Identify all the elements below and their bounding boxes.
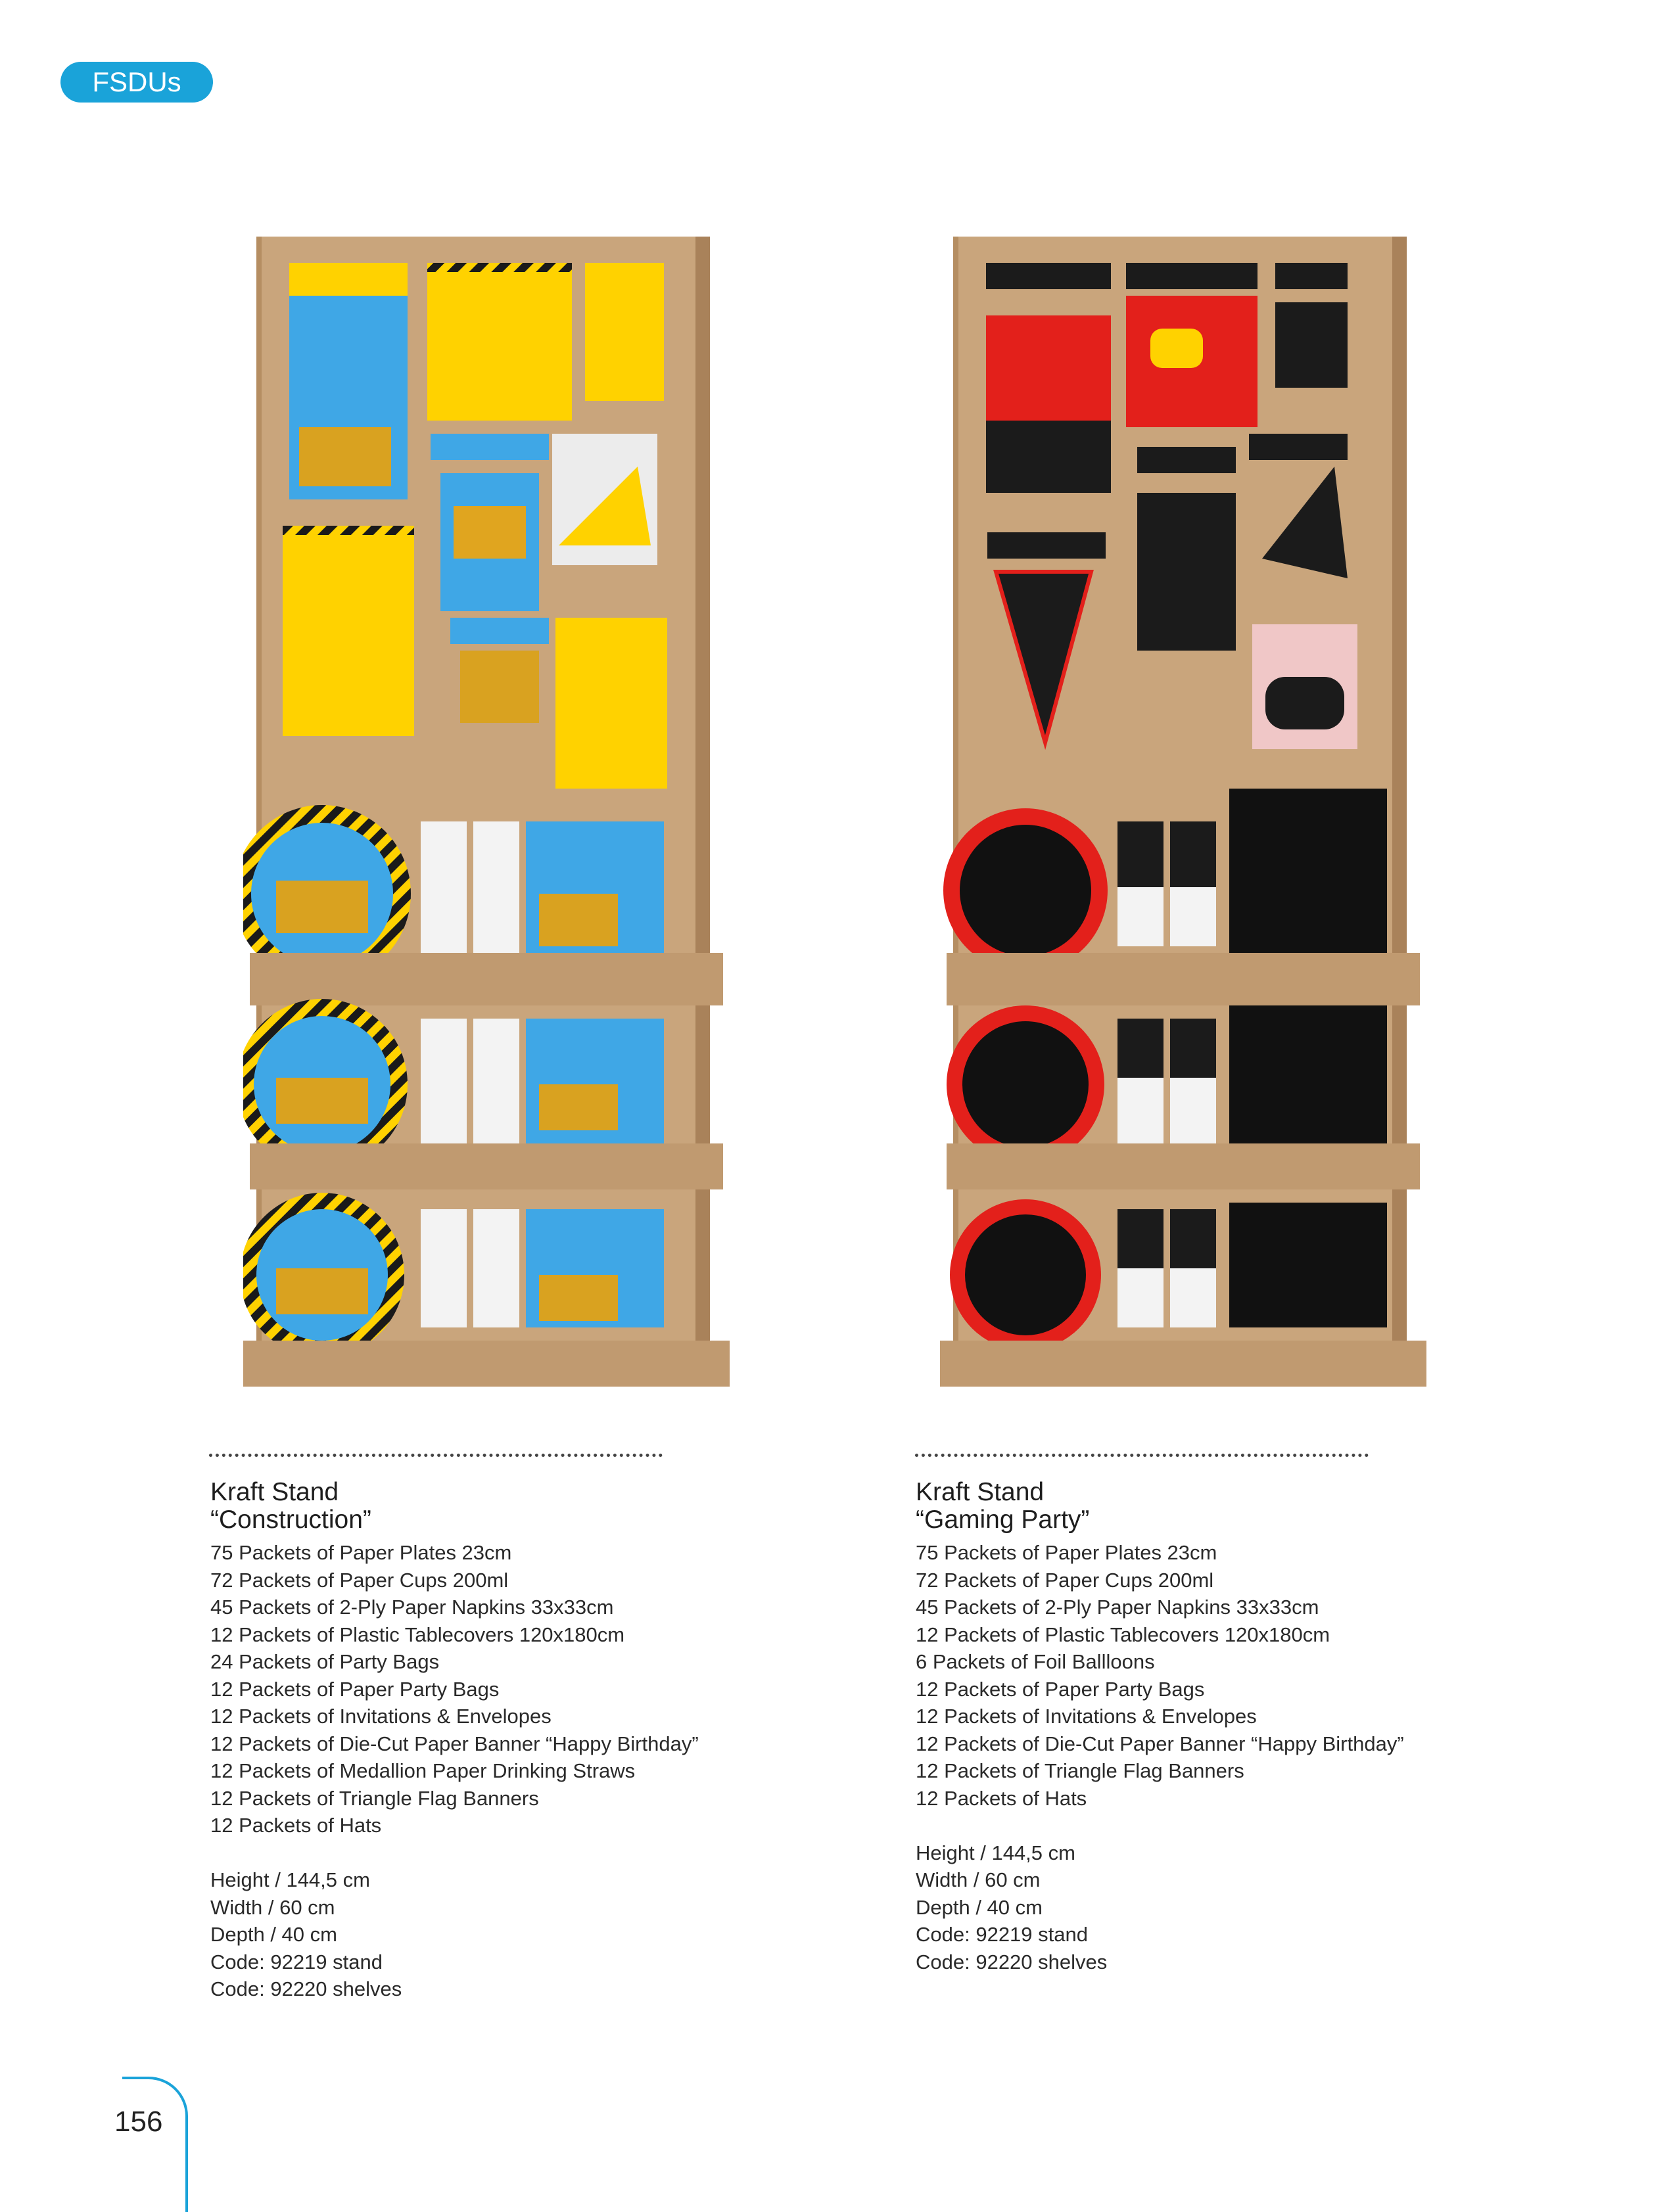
separator-left xyxy=(209,1454,663,1457)
spec-item: Height / 144,5 cm xyxy=(916,1841,1075,1864)
list-item: 45 Packets of 2-Ply Paper Napkins 33x33cm xyxy=(916,1596,1319,1619)
construction-title: Kraft Stand “Construction” xyxy=(210,1478,371,1534)
list-item: 72 Packets of Paper Cups 200ml xyxy=(210,1568,509,1592)
spec-item: Depth / 40 cm xyxy=(916,1895,1043,1919)
list-item: 12 Packets of Hats xyxy=(210,1814,382,1837)
page-corner-decoration xyxy=(122,2077,188,2212)
spec-item: Width / 60 cm xyxy=(916,1868,1041,1891)
gaming-party-description xyxy=(916,1479,1573,1975)
list-item: 45 Packets of 2-Ply Paper Napkins 33x33cm xyxy=(210,1596,614,1619)
list-item: 12 Packets of Paper Party Bags xyxy=(210,1677,500,1701)
gaming-party-title: Kraft Stand “Gaming Party” xyxy=(916,1478,1090,1534)
list-item: 12 Packets of Die-Cut Paper Banner “Happy Birthday” xyxy=(916,1732,1404,1755)
list-item: 72 Packets of Paper Cups 200ml xyxy=(916,1568,1214,1592)
construction-description xyxy=(210,1479,868,2003)
list-item: 24 Packets of Party Bags xyxy=(210,1650,440,1673)
spec-item: Height / 144,5 cm xyxy=(210,1868,370,1891)
list-item: 75 Packets of Paper Plates 23cm xyxy=(210,1541,512,1564)
list-item: 12 Packets of Invitations & Envelopes xyxy=(210,1705,552,1728)
list-item: 12 Packets of Plastic Tablecovers 120x180cm xyxy=(210,1623,625,1646)
separator-right xyxy=(915,1454,1369,1457)
spec-item: Width / 60 cm xyxy=(210,1895,335,1919)
construction-contents-list xyxy=(210,1539,868,2003)
list-item: 12 Packets of Triangle Flag Banners xyxy=(916,1759,1244,1782)
page-number: 156 xyxy=(114,2106,163,2138)
spec-item: Code: 92220 shelves xyxy=(916,1950,1108,1973)
list-item: 75 Packets of Paper Plates 23cm xyxy=(916,1541,1217,1564)
list-item: 6 Packets of Foil Ballloons xyxy=(916,1650,1155,1673)
list-item: 12 Packets of Hats xyxy=(916,1786,1087,1810)
spec-item: Code: 92219 stand xyxy=(210,1950,383,1973)
list-item: 12 Packets of Die-Cut Paper Banner “Happy Birthday” xyxy=(210,1732,699,1755)
section-tag: FSDUs xyxy=(60,62,213,103)
gaming-party-contents-list xyxy=(916,1539,1573,1975)
spec-item: Code: 92220 shelves xyxy=(210,1977,402,2000)
list-item: 12 Packets of Invitations & Envelopes xyxy=(916,1705,1257,1728)
construction-stand-image xyxy=(243,230,743,1393)
list-item: 12 Packets of Paper Party Bags xyxy=(916,1677,1205,1701)
list-item: 12 Packets of Medallion Paper Drinking Straws xyxy=(210,1759,636,1782)
spec-item: Code: 92219 stand xyxy=(916,1923,1088,1946)
spec-item: Depth / 40 cm xyxy=(210,1923,337,1946)
gaming-party-stand-image xyxy=(933,230,1433,1393)
list-item: 12 Packets of Triangle Flag Banners xyxy=(210,1786,539,1810)
list-item: 12 Packets of Plastic Tablecovers 120x180cm xyxy=(916,1623,1330,1646)
